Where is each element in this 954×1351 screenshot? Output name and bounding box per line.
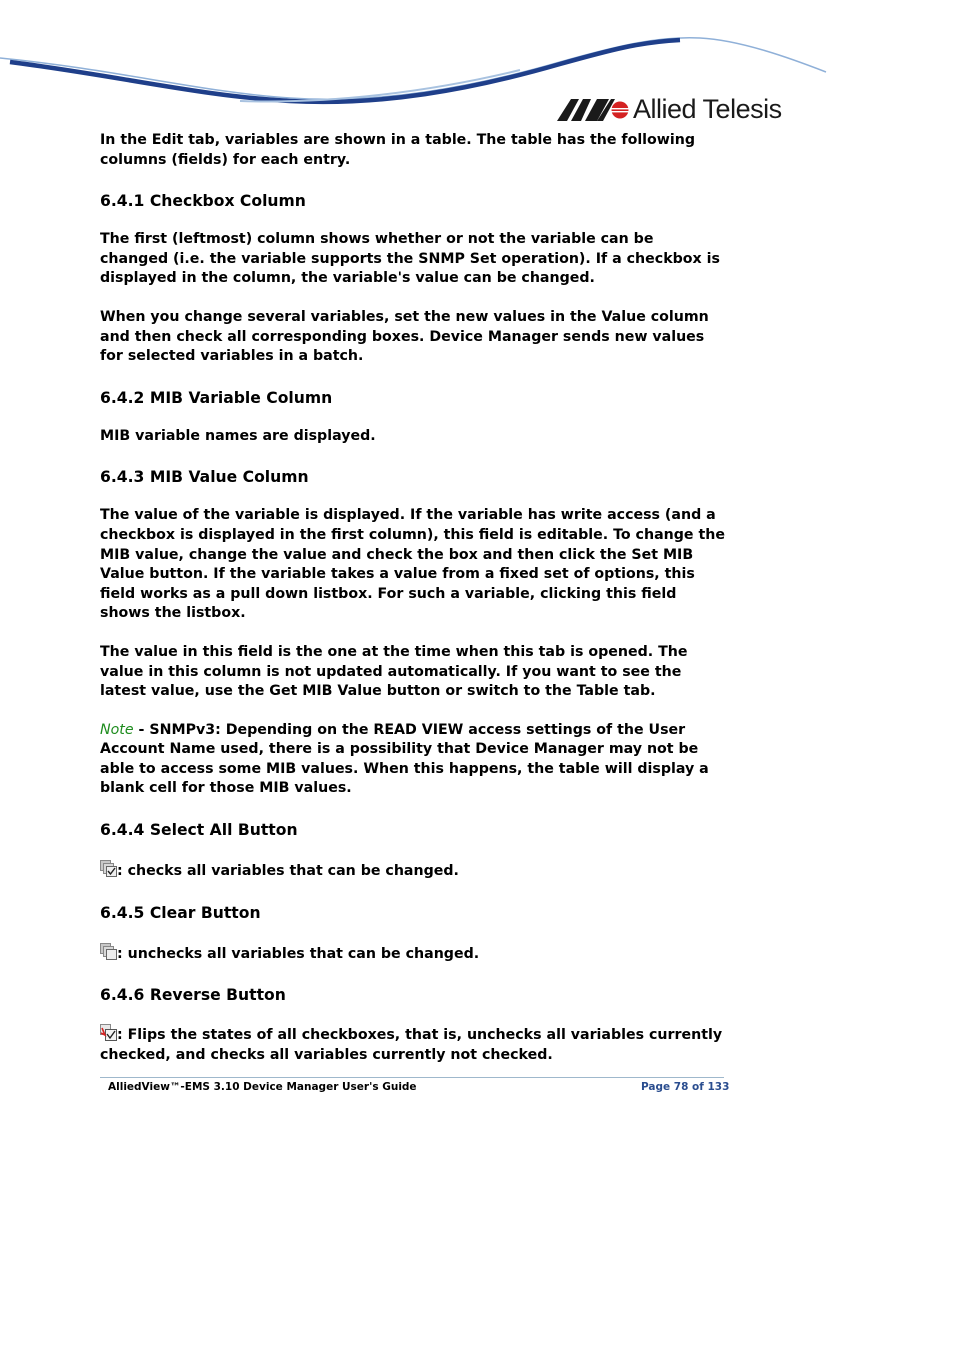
section-heading-checkbox-column: 6.4.1 Checkbox Column [100, 192, 306, 211]
document-body [100, 131, 725, 1065]
intro-paragraph: In the Edit tab, variables are shown in a table. The table has the following columns (fields) for each entry. [100, 132, 696, 168]
note-text: - SNMPv3: Depending on the READ VIEW access settings of the User Account Name used, there is a possibility that Device Manager may not be able to access some MIB values. When this happens, the table will display a blank cell for those MIB values. [100, 721, 709, 797]
checkbox-column-paragraph-1: The first (leftmost) column shows whether or not the variable can be changed (i.e. the variable supports the SNMP Set operation). If a checkbox is displayed in the column, the variable's value can be changed. [100, 231, 720, 287]
reverse-text: : Flips the states of all checkboxes, that is, unchecks all variables currently checked, and checks all variables currently not checked. [100, 1027, 723, 1063]
clear-description [100, 943, 725, 965]
logo-text: Allied Telesis [633, 94, 782, 124]
reverse-description [100, 1024, 725, 1065]
select-all-icon [100, 860, 117, 877]
mib-value-paragraph-1: The value of the variable is displayed. If the variable has write access (and a checkbox is displayed in the first column), this field is editable. To change the MIB value, change the value and check the box and then click the Set MIB Value button. If the variable takes a value from a fixed set of options, this field works as a pull down listbox. For such a variable, clicking this field shows the listbox. [100, 507, 725, 622]
mib-value-paragraph-2: The value in this field is the one at the time when this tab is opened. The value in this column is not updated automatically. If you want to see the latest value, use the Get MIB Value button or switch to the Table tab. [100, 643, 688, 700]
section-heading-select-all-button: 6.4.4 Select All Button [100, 821, 298, 840]
footer-page-number: Page 78 of 133 [641, 1081, 730, 1093]
note-paragraph [100, 721, 725, 799]
reverse-icon [100, 1024, 117, 1041]
footer-divider [100, 1077, 724, 1078]
section-heading-mib-variable-column: 6.4.2 MIB Variable Column [100, 388, 333, 407]
select-all-text: : checks all variables that can be changed. [117, 863, 459, 880]
section-heading-mib-value-column: 6.4.3 MIB Value Column [100, 468, 309, 487]
note-label: Note [100, 721, 134, 738]
clear-text: : unchecks all variables that can be changed. [117, 945, 480, 962]
footer-document-title: AlliedView™-EMS 3.10 Device Manager User's Guide [108, 1081, 417, 1093]
select-all-description [100, 860, 725, 882]
mib-variable-paragraph: MIB variable names are displayed. [100, 427, 376, 444]
logo-mark-icon [557, 97, 629, 123]
checkbox-column-paragraph-2: When you change several variables, set the new values in the Value column and then check all corresponding boxes. Device Manager sends new values for selected variables in a batch. [100, 308, 709, 365]
clear-icon [100, 943, 117, 960]
section-heading-clear-button: 6.4.5 Clear Button [100, 903, 261, 922]
header-swoosh [0, 0, 954, 140]
allied-telesis-logo [557, 94, 782, 125]
section-heading-reverse-button: 6.4.6 Reverse Button [100, 986, 286, 1005]
